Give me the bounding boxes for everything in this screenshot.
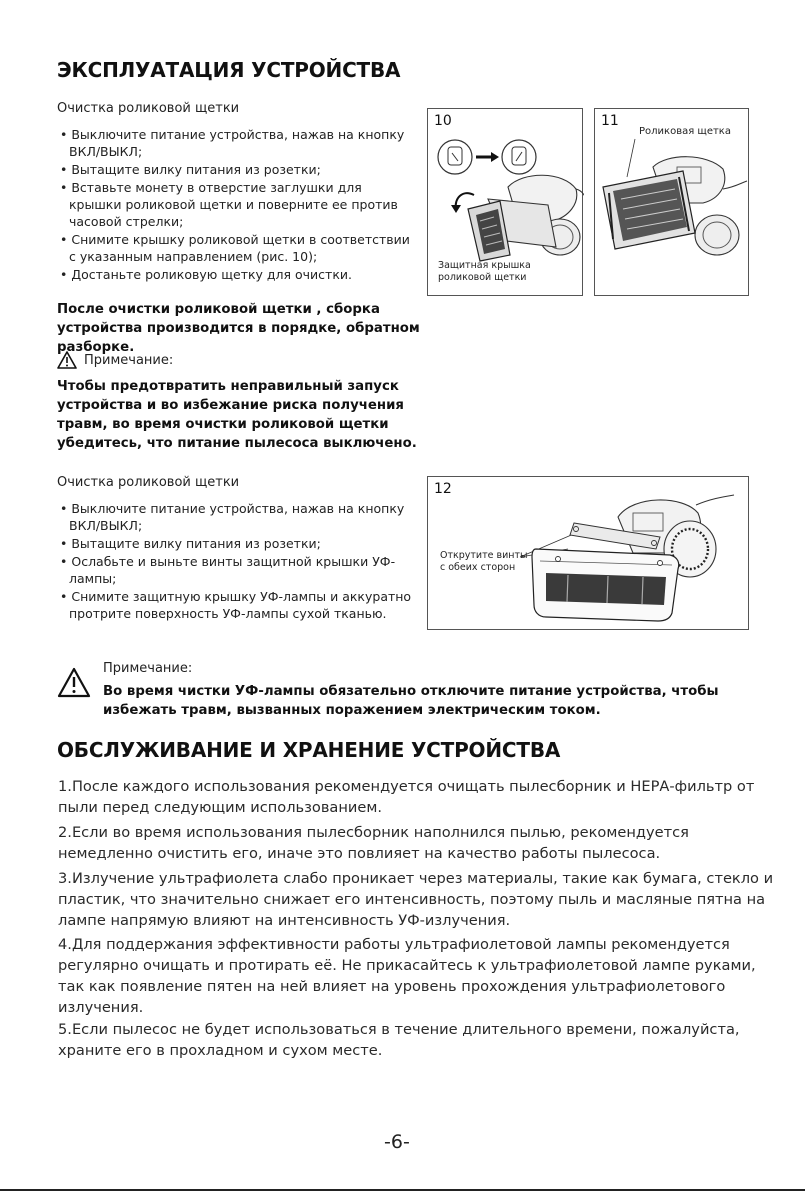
page-title: ЭКСПЛУАТАЦИЯ УСТРОЙСТВА bbox=[57, 58, 401, 82]
figure-number: 11 bbox=[601, 113, 619, 129]
figure-number: 10 bbox=[434, 113, 452, 129]
item-text: Излучение ультрафиолета слабо проникает через материалы, такие как бумага, стекло и пластик, что значительно снижает его интенсивность, поэтому пыль и масляные пятна на лампе напрямую влияют на интенсивность УФ-излучения. bbox=[58, 870, 774, 929]
item-text: После каждого использования рекомендуется очищать пылесборник и НЕРА-фильтр от пыли перед следующим использованием. bbox=[58, 778, 755, 816]
warning-icon bbox=[57, 351, 77, 369]
list-item: • Выключите питание устройства, нажав на кнопку ВКЛ/ВЫКЛ; bbox=[57, 500, 417, 534]
figure-10 bbox=[427, 108, 583, 296]
item-number: 2. bbox=[58, 824, 72, 841]
list-item: • Снимите защитную крышку УФ-лампы и аккуратно протрите поверхность УФ-лампы сухой тканью. bbox=[57, 588, 417, 622]
warning-icon bbox=[57, 667, 91, 698]
figure-number: 12 bbox=[434, 481, 452, 497]
item-text: Если пылесос не будет использоваться в течение длительного времени, пожалуйста, храните его в прохладном и сухом месте. bbox=[58, 1021, 740, 1059]
list-item bbox=[58, 934, 778, 1018]
reassembly-text: После очистки роликовой щетки , сборка устройства производится в порядке, обратном разборке. bbox=[57, 302, 420, 355]
section1-list bbox=[57, 126, 417, 283]
note2-text: Во время чистки УФ-лампы обязательно отключите питание устройства, чтобы избежать травм, вызванных поражением электрическим током. bbox=[103, 684, 719, 718]
list-item: • Достаньте роликовую щетку для очистки. bbox=[57, 266, 417, 283]
page-number: -6- bbox=[384, 1131, 410, 1153]
section2-heading: Очистка роликовой щетки bbox=[57, 475, 240, 490]
list-item: • Выключите питание устройства, нажав на кнопку ВКЛ/ВЫКЛ; bbox=[57, 126, 417, 160]
list-item: • Вставьте монету в отверстие заглушки для крышки роликовой щетки и поверните ее против часовой стрелки; bbox=[57, 179, 417, 230]
item-text: Если во время использования пылесборник наполнился пылью, рекомендуется немедленно очистить его, иначе это повлияет на качество работы пылесоса. bbox=[58, 824, 689, 862]
list-item bbox=[58, 1019, 778, 1061]
list-item: • Вытащите вилку питания из розетки; bbox=[57, 535, 417, 552]
list-item: • Снимите крышку роликовой щетки в соответствии с указанным направлением (рис. 10); bbox=[57, 231, 417, 265]
item-number: 5. bbox=[58, 1021, 72, 1038]
list-item bbox=[58, 822, 778, 864]
note2-title: Примечание: bbox=[103, 661, 193, 676]
roller-brush-illustration bbox=[595, 109, 750, 297]
section2-list bbox=[57, 500, 417, 622]
list-item: • Ослабьте и выньте винты защитной крышки УФ-лампы; bbox=[57, 553, 417, 587]
note1-text: Чтобы предотвратить неправильный запуск устройства и во избежание риска получения травм, во время очистки роликовой щетки убедитесь, что питание пылесоса выключено. bbox=[57, 379, 417, 451]
note1-title: Примечание: bbox=[84, 353, 174, 368]
list-item bbox=[58, 868, 778, 931]
figure-12 bbox=[427, 476, 749, 630]
uv-lamp-cover-illustration bbox=[428, 477, 750, 631]
list-item bbox=[58, 776, 778, 818]
item-text: Для поддержания эффективности работы ультрафиолетовой лампы рекомендуется регулярно очищать и протирать её. Не прикасайтесь к ультрафиолетовой лампе руками, так как появление пятен на ней влияет на уровень прохождения ультрафиолетового излучения. bbox=[58, 936, 756, 1016]
figure-caption: Открутите винты с обеих сторон bbox=[440, 550, 528, 573]
figure-11 bbox=[594, 108, 749, 296]
item-number: 1. bbox=[58, 778, 72, 795]
list-item: • Вытащите вилку питания из розетки; bbox=[57, 161, 417, 178]
item-number: 4. bbox=[58, 936, 72, 953]
figure-caption: Защитная крышка роликовой щетки bbox=[438, 260, 531, 283]
maintenance-title: ОБСЛУЖИВАНИЕ И ХРАНЕНИЕ УСТРОЙСТВА bbox=[57, 738, 561, 762]
item-number: 3. bbox=[58, 870, 72, 887]
section1-heading: Очистка роликовой щетки bbox=[57, 101, 240, 116]
figure-caption: Роликовая щетка bbox=[639, 126, 731, 137]
